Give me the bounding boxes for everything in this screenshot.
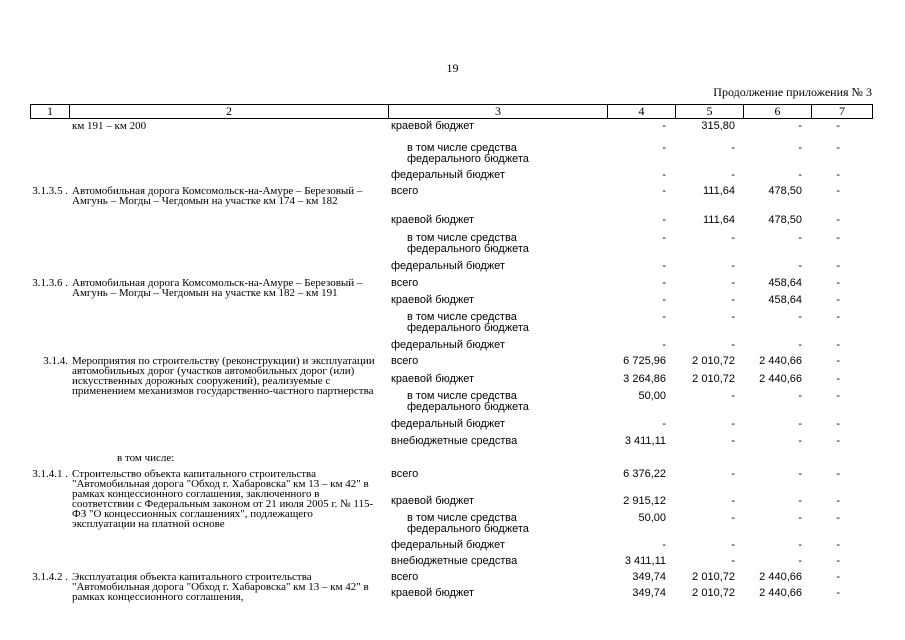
value-col6: - (798, 232, 802, 244)
value-col7: - (836, 468, 840, 480)
value-col4: 3 264,86 (623, 373, 666, 385)
value-col5: 111,64 (702, 214, 735, 226)
funding-source: краевой бюджет (391, 495, 475, 507)
funding-source: в том числе средства федерального бюджета (407, 311, 529, 334)
value-col5: - (731, 294, 735, 306)
value-col7: - (836, 169, 840, 181)
funding-source: внебюджетные средства (391, 555, 518, 567)
value-col7: - (836, 120, 840, 132)
value-col6: - (798, 390, 802, 402)
item-number: 3.1.4.2 . (32, 571, 68, 583)
value-col4: 50,00 (638, 390, 666, 402)
funding-source: краевой бюджет (391, 294, 475, 306)
item-number: 3.1.4.1 . (32, 468, 68, 480)
funding-source: в том числе средства федерального бюджета (407, 232, 529, 255)
funding-source: федеральный бюджет (391, 539, 505, 551)
value-col4: - (662, 294, 666, 306)
value-col6: - (798, 539, 802, 551)
value-col4: - (662, 120, 666, 132)
item-description: Мероприятия по строительству (реконструкции) и эксплуатации автомобильных дорог (участков автомобильных дорог (или) искусственных дорожных сооружений), реализуемые с применением механизмов государственно-частного партнерства (72, 355, 375, 397)
value-col7: - (836, 260, 840, 272)
funding-source: всего (391, 355, 419, 367)
header-cell-2: 2 (70, 105, 389, 119)
item-number: 3.1.3.6 . (32, 277, 68, 289)
value-col6: 2 440,66 (759, 373, 802, 385)
value-col6: - (798, 142, 802, 154)
item-description: Строительство объекта капитального строительства "Автомобильная дорога "Обход г. Хабаровска" км 13 – км 42" в рамках концессионного соглашения, заключенного в соответствии с Федеральным законом от 21 июля 2005 г. № 115-ФЗ "О концессионных соглашениях", подлежащего эксплуатации на платной основе (72, 468, 374, 530)
value-col6: - (798, 512, 802, 524)
item-number: 3.1.3.5 . (32, 185, 68, 197)
item-description: в том числе: (117, 452, 175, 464)
value-col4: - (662, 539, 666, 551)
value-col6: - (798, 311, 802, 323)
value-col5: - (731, 539, 735, 551)
value-col7: - (836, 142, 840, 154)
value-col7: - (836, 555, 840, 567)
value-col4: 3 411,11 (624, 555, 666, 567)
value-col6: - (798, 120, 802, 132)
item-description: Автомобильная дорога Комсомольск-на-Амуре – Березовый – Амгунь – Могды – Чегдомын на участке км 182 – км 191 (72, 277, 363, 299)
value-col5: - (731, 311, 735, 323)
value-col7: - (836, 294, 840, 306)
value-col4: - (662, 214, 666, 226)
value-col5: - (731, 277, 735, 289)
value-col4: - (662, 339, 666, 351)
value-col4: - (662, 311, 666, 323)
value-col5: - (731, 169, 735, 181)
funding-source: краевой бюджет (391, 120, 475, 132)
value-col5: 2 010,72 (692, 571, 735, 583)
header-cell-1: 1 (31, 105, 70, 119)
value-col4: - (662, 277, 666, 289)
item-number: 3.1.4. (43, 355, 68, 367)
value-col7: - (836, 587, 840, 599)
value-col4: - (662, 142, 666, 154)
header-cell-4: 4 (608, 105, 676, 119)
value-col6: 478,50 (768, 185, 802, 197)
value-col7: - (836, 339, 840, 351)
value-col4: - (662, 418, 666, 430)
value-col6: 478,50 (768, 214, 802, 226)
funding-source: всего (391, 277, 419, 289)
funding-source: всего (391, 185, 419, 197)
value-col7: - (836, 355, 840, 367)
value-col4: 349,74 (632, 587, 666, 599)
value-col4: - (662, 169, 666, 181)
value-col5: 2 010,72 (692, 373, 735, 385)
value-col5: - (731, 512, 735, 524)
header-cell-5: 5 (676, 105, 744, 119)
header-cell-7: 7 (812, 105, 873, 119)
item-description: км 191 – км 200 (72, 120, 147, 132)
item-description: Эксплуатация объекта капитального строительства "Автомобильная дорога "Обход г. Хабаровска" км 13 – км 42" в рамках концессионного соглашения, (72, 571, 369, 603)
value-col5: 2 010,72 (692, 355, 735, 367)
funding-source: в том числе средства федерального бюджета (407, 142, 529, 165)
value-col4: 3 411,11 (624, 435, 666, 447)
value-col5: - (731, 232, 735, 244)
value-col4: - (662, 185, 666, 197)
funding-source: всего (391, 468, 419, 480)
value-col5: - (731, 555, 735, 567)
value-col7: - (836, 373, 840, 385)
value-col4: 6 725,96 (623, 355, 666, 367)
value-col7: - (836, 539, 840, 551)
value-col4: 50,00 (638, 512, 666, 524)
header-cell-6: 6 (744, 105, 812, 119)
funding-source: федеральный бюджет (391, 418, 505, 430)
value-col5: - (731, 468, 735, 480)
value-col4: 349,74 (632, 571, 666, 583)
value-col6: - (798, 418, 802, 430)
continuation-label: Продолжение приложения № 3 (713, 85, 872, 99)
value-col5: 315,80 (701, 120, 735, 132)
value-col6: - (798, 169, 802, 181)
value-col7: - (836, 185, 840, 197)
value-col6: - (798, 555, 802, 567)
value-col7: - (836, 512, 840, 524)
value-col5: - (731, 260, 735, 272)
value-col5: - (731, 142, 735, 154)
value-col7: - (836, 418, 840, 430)
value-col6: 458,64 (768, 277, 802, 289)
value-col6: - (798, 260, 802, 272)
value-col7: - (836, 311, 840, 323)
funding-source: федеральный бюджет (391, 339, 505, 351)
value-col7: - (836, 571, 840, 583)
value-col5: - (731, 435, 735, 447)
value-col7: - (836, 390, 840, 402)
value-col4: 2 915,12 (623, 495, 666, 507)
value-col4: - (662, 260, 666, 272)
value-col7: - (836, 214, 840, 226)
value-col7: - (836, 277, 840, 289)
value-col4: - (662, 232, 666, 244)
value-col7: - (836, 435, 840, 447)
value-col5: 2 010,72 (692, 587, 735, 599)
funding-source: в том числе средства федерального бюджета (407, 390, 529, 413)
funding-source: федеральный бюджет (391, 169, 505, 181)
funding-source: федеральный бюджет (391, 260, 505, 272)
value-col6: - (798, 495, 802, 507)
table-header (30, 104, 873, 119)
value-col6: 2 440,66 (759, 571, 802, 583)
value-col5: 111,64 (702, 185, 735, 197)
value-col6: - (798, 468, 802, 480)
funding-source: краевой бюджет (391, 373, 475, 385)
value-col6: - (798, 339, 802, 351)
funding-source: внебюджетные средства (391, 435, 518, 447)
value-col6: 458,64 (768, 294, 802, 306)
value-col6: 2 440,66 (759, 355, 802, 367)
funding-source: краевой бюджет (391, 214, 475, 226)
value-col6: 2 440,66 (759, 587, 802, 599)
value-col5: - (731, 495, 735, 507)
value-col5: - (731, 418, 735, 430)
value-col5: - (731, 339, 735, 351)
value-col6: - (798, 435, 802, 447)
funding-source: всего (391, 571, 419, 583)
value-col7: - (836, 232, 840, 244)
page-number: 19 (446, 61, 459, 75)
value-col7: - (836, 495, 840, 507)
funding-source: краевой бюджет (391, 587, 475, 599)
header-cell-3: 3 (389, 105, 608, 119)
value-col5: - (731, 390, 735, 402)
item-description: Автомобильная дорога Комсомольск-на-Амуре – Березовый – Амгунь – Могды – Чегдомын на участке км 174 – км 182 (72, 185, 363, 207)
value-col4: 6 376,22 (623, 468, 666, 480)
funding-source: в том числе средства федерального бюджета (407, 512, 529, 535)
